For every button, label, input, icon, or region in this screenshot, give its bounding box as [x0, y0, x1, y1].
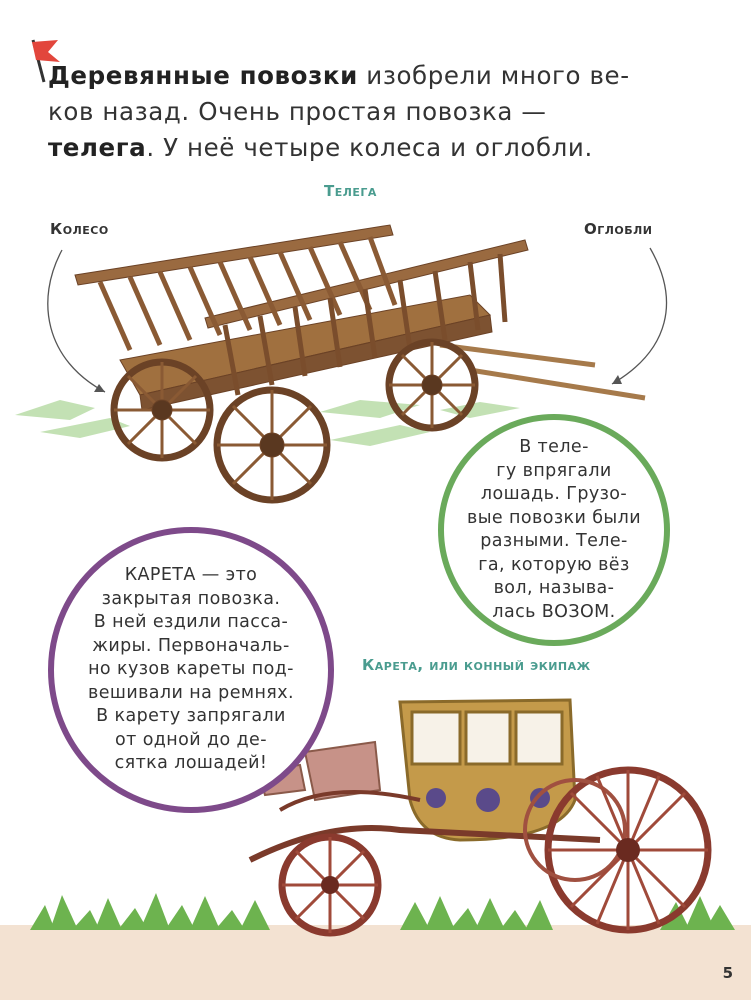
carriage-caption: Карета, или конный экипаж: [362, 656, 591, 674]
intro-bold-term-1: Деревянные повозки: [48, 61, 358, 90]
label-shafts: Оглобли: [584, 220, 653, 238]
cart-info-circle: [438, 414, 670, 646]
ground-strip: [0, 925, 751, 1000]
carriage-info-circle: [48, 527, 334, 813]
intro-paragraph: [48, 58, 698, 166]
intro-text-3: . У неё четыре колеса и оглобли.: [146, 133, 593, 162]
cart-info-text: В теле- гу впрягали лошадь. Грузо- вые повозки были разными. Теле- га, которую вёз вол, называ- лась ВОЗОМ.: [466, 437, 641, 622]
intro-text-2: ков назад. Очень простая повозка —: [48, 97, 547, 126]
carriage-info-text: КАРЕТА — это закрытая повозка. В ней ездили пасса- жиры. Первоначаль- но кузов кареты под- вешивали на ремнях. В карету запрягали от одной до де- сятка лошадей!: [88, 565, 294, 774]
intro-bold-term-2: телега: [48, 133, 147, 162]
page-number: 5: [722, 964, 733, 982]
label-wheel: Колесо: [50, 220, 109, 238]
carriage-illustration: [250, 700, 708, 933]
cart-caption: Телега: [324, 182, 377, 200]
intro-text-1: изобрели много ве-: [357, 61, 630, 90]
